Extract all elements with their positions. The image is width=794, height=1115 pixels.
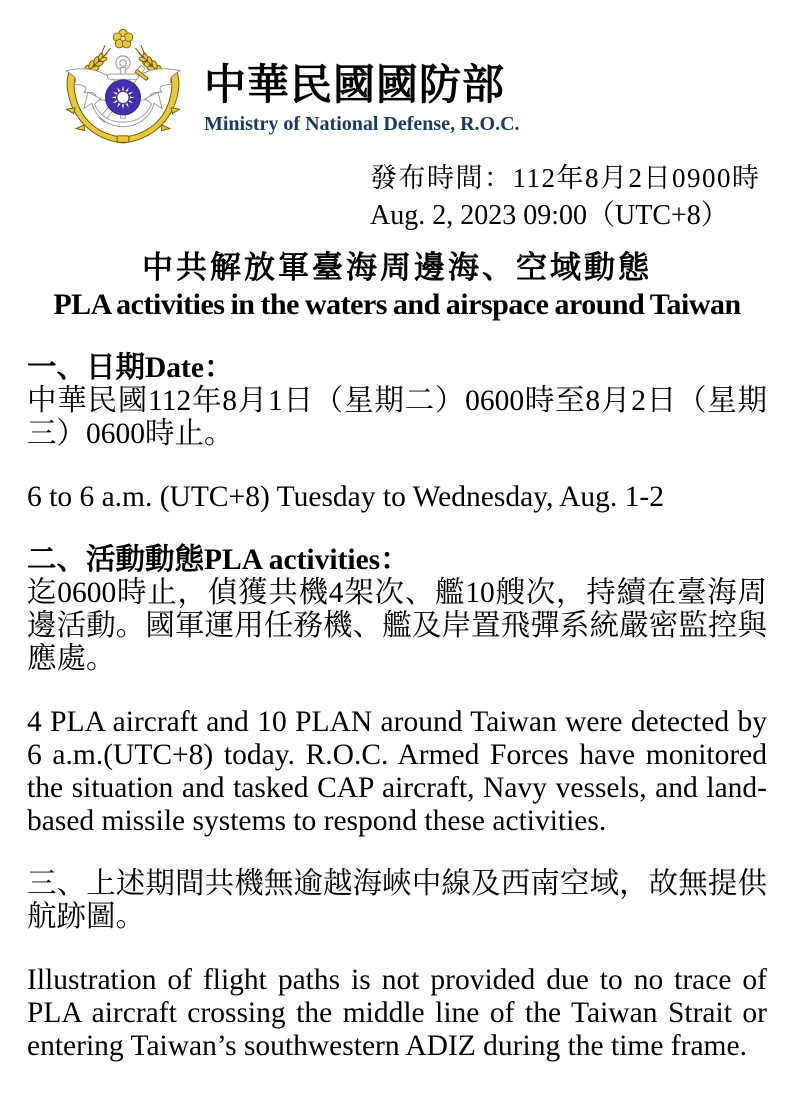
- plum-blossom-icon: [113, 29, 133, 48]
- document-title-cjk: 中共解放軍臺海周邊海、空域動態: [142, 250, 652, 285]
- section-2-body-cjk: 迄0600時止，偵獲共機4架次、艦10艘次，持續在臺海周邊活動。國軍運用任務機、艦及岸置飛彈系統嚴密監控與應處。: [27, 577, 767, 675]
- org-name-en: Ministry of National Defense, R.O.C.: [204, 113, 520, 136]
- org-name-cjk: 中華民國國防部: [204, 63, 506, 109]
- publish-time-en: Aug. 2, 2023 09:00（UTC+8）: [370, 200, 729, 231]
- publication-time: [370, 160, 794, 234]
- section-2-body-en: 4 PLA aircraft and 10 PLAN around Taiwan were detected by 6 a.m.(UTC+8) today. R.O.C. Armed Forces have monitored the situation and tasked CAP aircraft, Navy vessels, and land-based missile systems to respond these activities.: [27, 706, 767, 837]
- section-2-heading: 二、活動動態PLA activities：: [27, 544, 410, 576]
- section-1-heading: 一、日期Date：: [27, 352, 234, 384]
- mnd-emblem-icon: [58, 27, 188, 151]
- section-3-body-en: Illustration of flight paths is not provided due to no trace of PLA aircraft crossing the middle line of the Taiwan Strait or entering Taiwan’s southwestern ADIZ during the time frame.: [27, 964, 767, 1062]
- document-body: [27, 352, 767, 1063]
- masthead: [0, 0, 794, 152]
- document-title-en: PLA activities in the waters and airspace around Taiwan: [53, 288, 741, 321]
- org-brand: [204, 62, 520, 136]
- document-title: [0, 248, 794, 322]
- section-1-body-cjk: 中華民國112年8月1日（星期二）0600時至8月2日（星期三）0600時止。: [27, 385, 767, 450]
- section-1-body-en: 6 to 6 a.m. (UTC+8) Tuesday to Wednesday, Aug. 1-2: [27, 481, 665, 513]
- publish-time-cjk: 發布時間：112年8月2日0900時: [370, 163, 761, 193]
- section-3-body-cjk: 三、上述期間共機無逾越海峽中線及西南空域，故無提供航跡圖。: [27, 868, 767, 933]
